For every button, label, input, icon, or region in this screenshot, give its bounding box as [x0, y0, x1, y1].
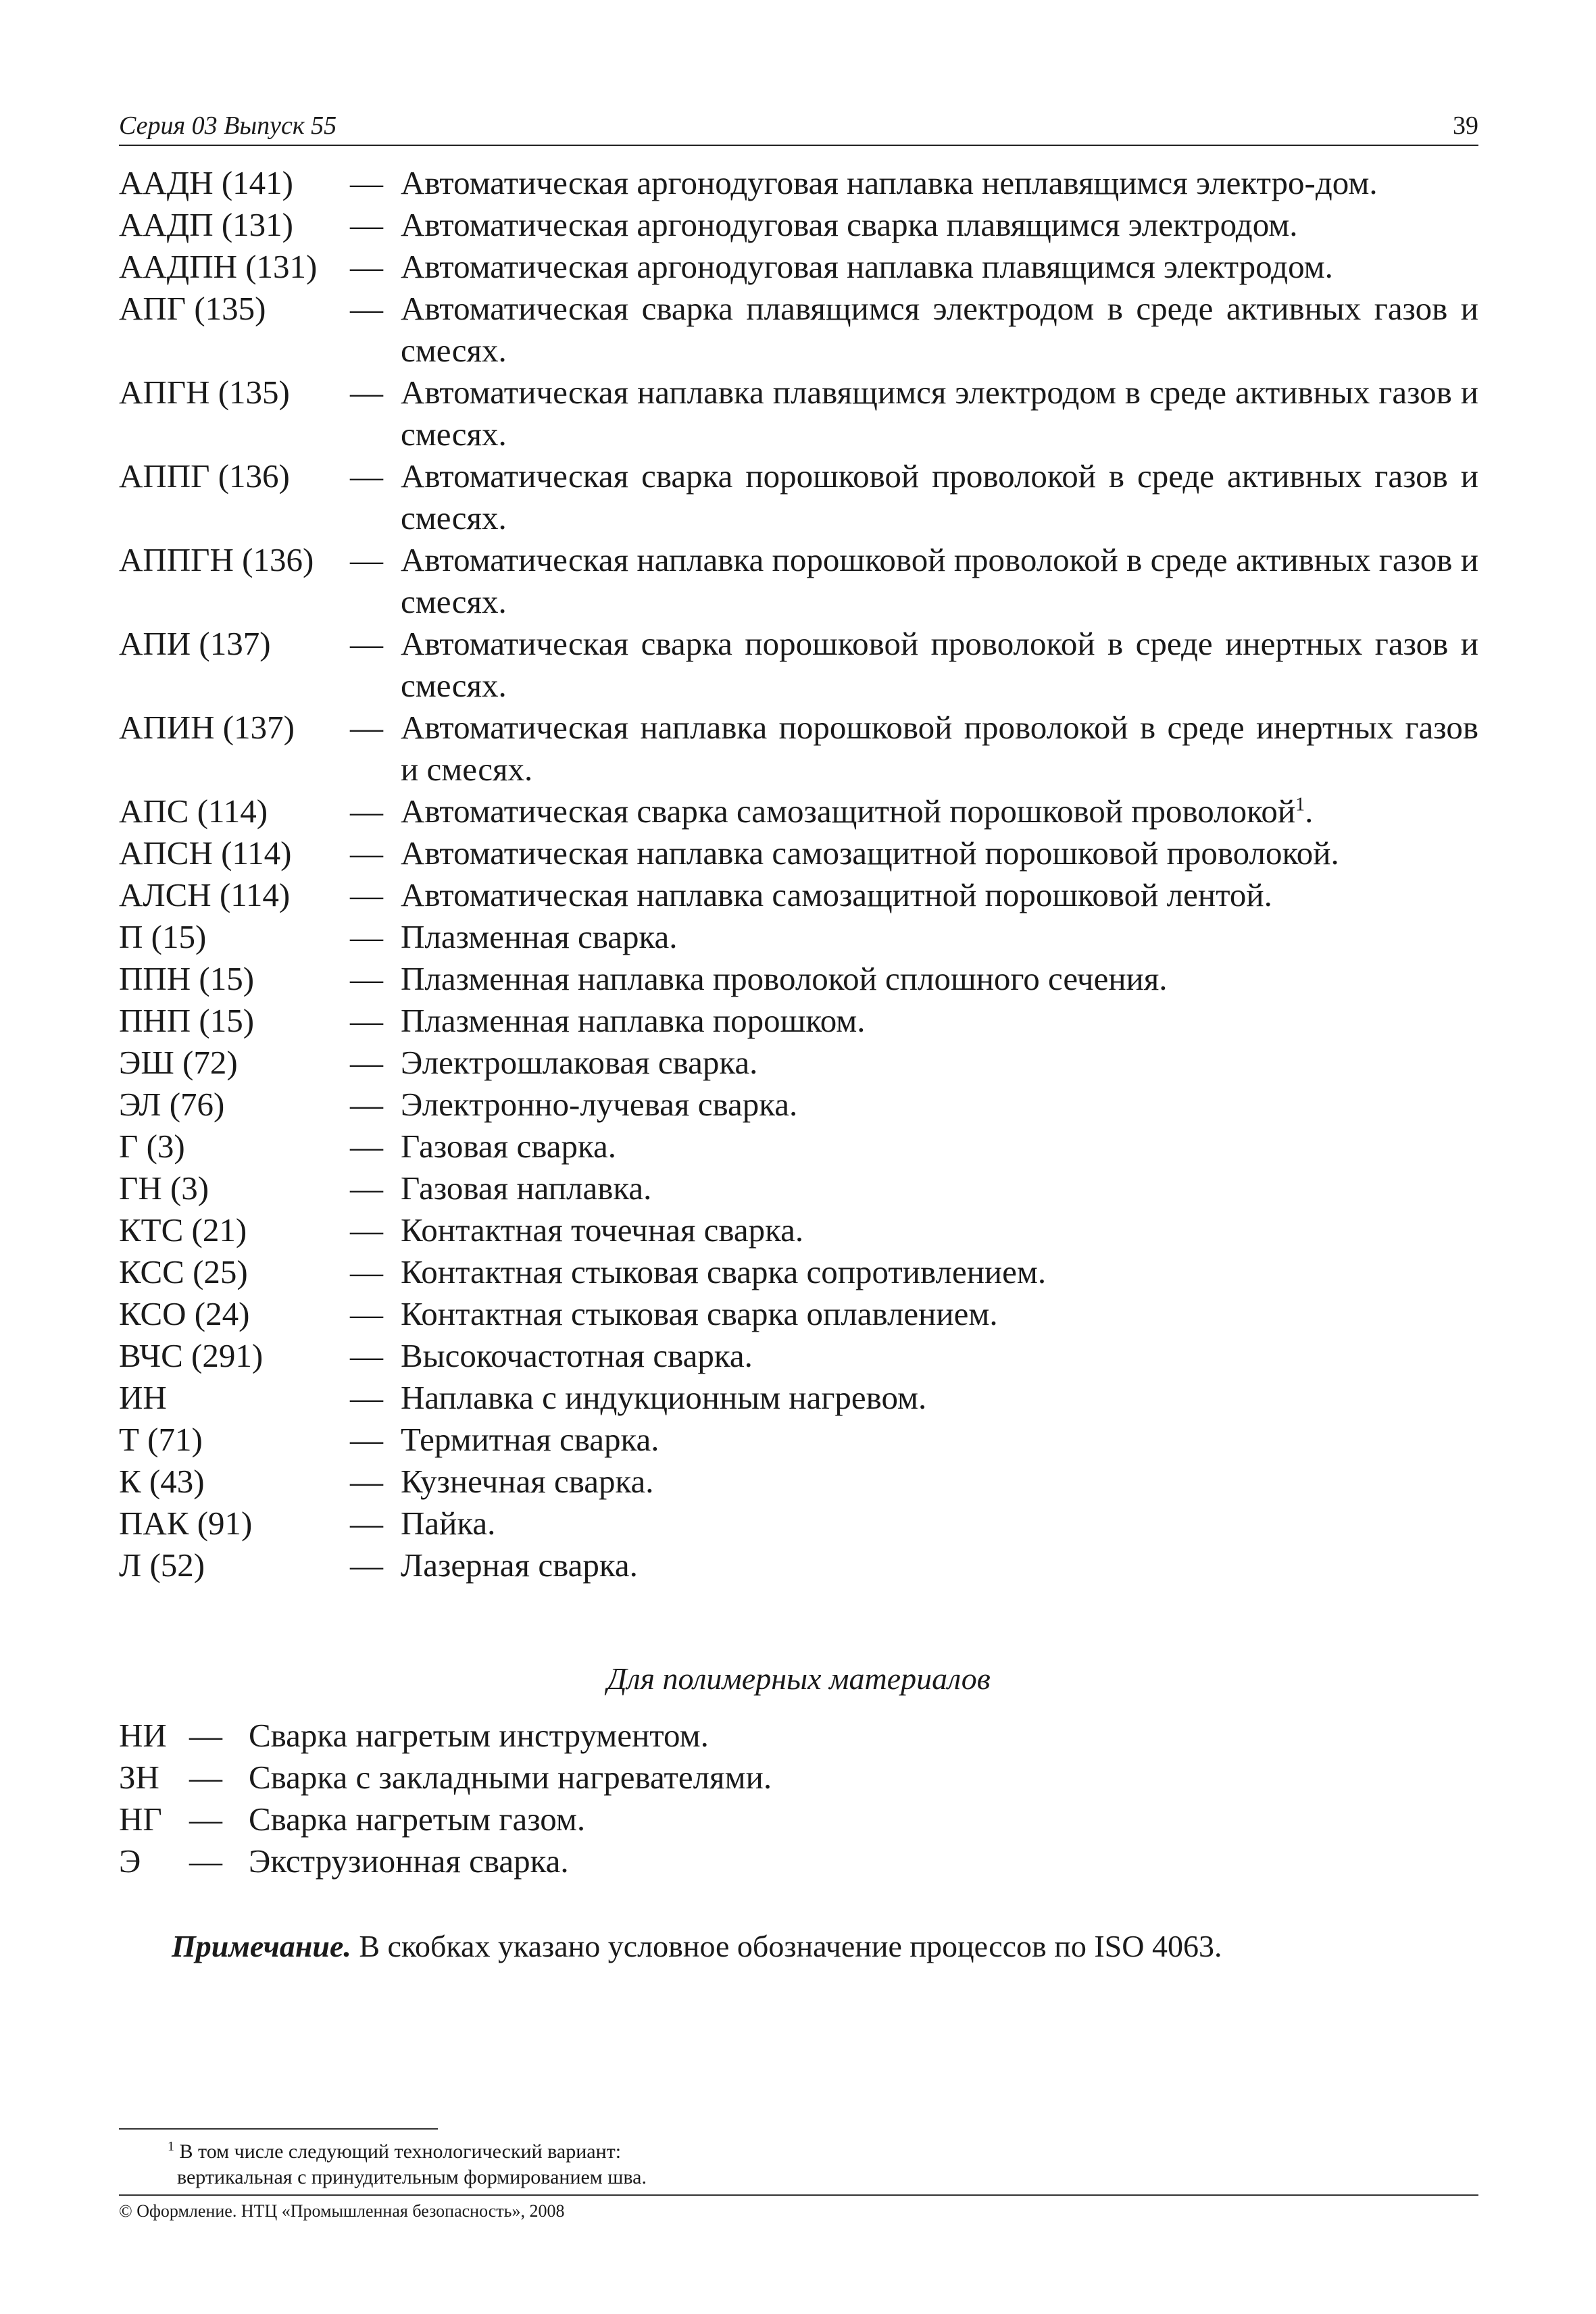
polymer-entry — [119, 1757, 1335, 1799]
abbreviation-description — [401, 1084, 1478, 1126]
abbreviation-entry — [119, 288, 1478, 372]
footnote-reference: 1 — [1295, 794, 1305, 815]
polymer-abbreviation-list — [119, 1715, 1335, 1882]
em-dash: — — [350, 1211, 383, 1249]
abbreviation-entry — [119, 372, 1478, 455]
description-text: Автоматическая наплавка самозащитной порошковой проволокой. — [401, 834, 1339, 872]
abbreviation-code: ИН — [119, 1379, 167, 1416]
abbreviation-description: Сварка с закладными нагревателями. — [249, 1759, 772, 1796]
description-text: Автоматическая наплавка порошковой проволокой в среде инертных газов и смесях. — [401, 709, 1478, 788]
abbreviation-code: АППГН (136) — [119, 541, 314, 578]
description-tail: . — [1305, 793, 1314, 830]
em-dash: — — [350, 541, 383, 578]
abbreviation-entry — [119, 1544, 1478, 1586]
abbreviation-entry — [119, 1251, 1478, 1293]
abbreviation-description — [401, 1419, 1478, 1461]
description-text: Наплавка с индукционным нагревом. — [401, 1379, 927, 1416]
abbreviation-description — [401, 832, 1478, 874]
abbreviation-description — [401, 790, 1478, 832]
abbreviation-code: АПГ (135) — [119, 290, 266, 327]
abbreviation-code: ЭЛ (76) — [119, 1086, 225, 1123]
description-text: Контактная точечная сварка. — [401, 1211, 804, 1249]
em-dash: — — [350, 206, 383, 243]
abbreviation-code: АПГН (135) — [119, 374, 290, 411]
abbreviation-description — [401, 1377, 1478, 1419]
abbreviation-entry — [119, 623, 1478, 707]
abbreviation-entry — [119, 958, 1478, 1000]
abbreviation-entry — [119, 1335, 1478, 1377]
description-text: Термитная сварка. — [401, 1421, 659, 1458]
polymer-entry — [119, 1799, 1335, 1840]
abbreviation-code: Э — [119, 1842, 141, 1880]
abbreviation-code: КТС (21) — [119, 1211, 247, 1249]
em-dash: — — [350, 876, 383, 913]
em-dash: — — [350, 457, 383, 495]
em-dash: — — [350, 1086, 383, 1123]
abbreviation-code: НИ — [119, 1717, 167, 1754]
abbreviation-code: НГ — [119, 1801, 162, 1838]
abbreviation-description — [401, 1335, 1478, 1377]
em-dash: — — [350, 1253, 383, 1290]
note-label: Примечание. — [172, 1929, 351, 1963]
abbreviation-code: КСС (25) — [119, 1253, 248, 1290]
em-dash: — — [350, 1421, 383, 1458]
abbreviation-description — [401, 1042, 1478, 1084]
description-text: Высокочастотная сварка. — [401, 1337, 753, 1374]
description-text: Автоматическая наплавка порошковой проволокой в среде активных газов и смесях. — [401, 541, 1478, 620]
abbreviation-code: АЛСН (114) — [119, 876, 291, 913]
abbreviation-code: ГН (3) — [119, 1169, 209, 1207]
abbreviation-code: АПИН (137) — [119, 709, 295, 746]
abbreviation-description — [401, 1251, 1478, 1293]
abbreviation-entry — [119, 1419, 1478, 1461]
abbreviation-code: К (43) — [119, 1463, 205, 1500]
abbreviation-code: ПНП (15) — [119, 1002, 255, 1039]
abbreviation-description — [401, 958, 1478, 1000]
abbreviation-description — [401, 1503, 1478, 1544]
abbreviation-description — [401, 372, 1478, 455]
abbreviation-description — [401, 707, 1478, 790]
em-dash: — — [189, 1717, 222, 1754]
em-dash: — — [350, 625, 383, 662]
abbreviation-code: ЭШ (72) — [119, 1044, 238, 1081]
abbreviation-entry — [119, 1042, 1478, 1084]
em-dash: — — [350, 1379, 383, 1416]
abbreviation-code: П (15) — [119, 918, 207, 955]
abbreviation-description — [401, 246, 1478, 288]
polymer-entry — [119, 1715, 1335, 1757]
abbreviation-description — [401, 874, 1478, 916]
note-paragraph — [172, 1928, 1222, 1964]
description-text: Автоматическая аргонодуговая наплавка плавящимся электродом. — [401, 248, 1333, 285]
abbreviation-description — [401, 1000, 1478, 1042]
abbreviation-description — [401, 1461, 1478, 1503]
description-text: Контактная стыковая сварка сопротивлением. — [401, 1253, 1047, 1290]
em-dash: — — [350, 1505, 383, 1542]
footer-rule — [119, 2194, 1478, 2196]
footnote-line-2: вертикальная с принудительным формированием шва. — [177, 2166, 647, 2188]
abbreviation-entry — [119, 162, 1478, 204]
em-dash: — — [350, 164, 383, 201]
section-subheading: Для полимерных материалов — [607, 1661, 991, 1696]
abbreviation-description — [401, 1293, 1478, 1335]
description-text: Плазменная наплавка порошком. — [401, 1002, 866, 1039]
description-text: Автоматическая аргонодуговая наплавка неплавящимся электро-дом. — [401, 164, 1378, 201]
abbreviation-code: ААДП (131) — [119, 206, 293, 243]
footnote — [168, 2134, 647, 2190]
em-dash: — — [350, 918, 383, 955]
description-text: Автоматическая аргонодуговая сварка плавящимся электродом. — [401, 206, 1298, 243]
description-text: Плазменная наплавка проволокой сплошного сечения. — [401, 960, 1168, 997]
description-text: Контактная стыковая сварка оплавлением. — [401, 1295, 998, 1332]
abbreviation-description — [401, 1126, 1478, 1167]
footnote-marker: 1 — [168, 2139, 174, 2154]
abbreviation-code: АППГ (136) — [119, 457, 290, 495]
description-text: Плазменная сварка. — [401, 918, 678, 955]
abbreviation-entry — [119, 832, 1478, 874]
abbreviation-code: КСО (24) — [119, 1295, 250, 1332]
abbreviation-description — [401, 1167, 1478, 1209]
abbreviation-description: Экструзионная сварка. — [249, 1842, 569, 1880]
abbreviation-code: АПСН (114) — [119, 834, 292, 872]
abbreviation-description — [401, 204, 1478, 246]
abbreviation-description — [401, 1209, 1478, 1251]
abbreviation-entry — [119, 1461, 1478, 1503]
em-dash: — — [189, 1801, 222, 1838]
em-dash: — — [350, 248, 383, 285]
description-text: Газовая сварка. — [401, 1128, 617, 1165]
footnote-line-1: В том числе следующий технологический вариант: — [174, 2140, 622, 2163]
series-title: Серия 03 Выпуск 55 — [119, 111, 337, 140]
abbreviation-description — [401, 162, 1478, 204]
abbreviation-code: Л (52) — [119, 1546, 205, 1584]
em-dash: — — [189, 1842, 222, 1880]
abbreviation-entry — [119, 1084, 1478, 1126]
abbreviation-entry — [119, 204, 1478, 246]
description-text: Автоматическая наплавка плавящимся электродом в среде активных газов и смесях. — [401, 374, 1478, 453]
em-dash: — — [350, 374, 383, 411]
description-text: Электрошлаковая сварка. — [401, 1044, 758, 1081]
abbreviation-code: ВЧС (291) — [119, 1337, 264, 1374]
em-dash: — — [350, 1044, 383, 1081]
abbreviation-description — [401, 288, 1478, 372]
em-dash: — — [350, 1337, 383, 1374]
abbreviation-description — [401, 455, 1478, 539]
abbreviation-description — [401, 623, 1478, 707]
em-dash: — — [350, 290, 383, 327]
em-dash: — — [350, 1295, 383, 1332]
abbreviation-description: Сварка нагретым газом. — [249, 1801, 586, 1838]
abbreviation-code: АПС (114) — [119, 793, 268, 830]
description-text: Автоматическая сварка самозащитной порошковой проволокой — [401, 793, 1296, 830]
em-dash: — — [350, 960, 383, 997]
copyright-notice: © Оформление. НТЦ «Промышленная безопасность», 2008 — [119, 2201, 565, 2221]
description-text: Автоматическая наплавка самозащитной порошковой лентой. — [401, 876, 1272, 913]
description-text: Автоматическая сварка порошковой проволокой в среде инертных газов и смесях. — [401, 625, 1478, 704]
abbreviation-code: ААДН (141) — [119, 164, 293, 201]
abbreviation-entry — [119, 246, 1478, 288]
abbreviation-code: Г (3) — [119, 1128, 185, 1165]
em-dash: — — [189, 1759, 222, 1796]
abbreviation-code: ЗН — [119, 1759, 159, 1796]
description-text: Электронно-лучевая сварка. — [401, 1086, 798, 1123]
abbreviation-code: ППН (15) — [119, 960, 255, 997]
abbreviation-entry — [119, 1377, 1478, 1419]
abbreviation-code: Т (71) — [119, 1421, 203, 1458]
abbreviation-entry — [119, 455, 1478, 539]
abbreviation-entry — [119, 874, 1478, 916]
description-text: Автоматическая сварка плавящимся электродом в среде активных газов и смесях. — [401, 290, 1478, 369]
abbreviation-code: ПАК (91) — [119, 1505, 253, 1542]
abbreviation-entry — [119, 1000, 1478, 1042]
abbreviation-description: Сварка нагретым инструментом. — [249, 1717, 709, 1754]
abbreviation-code: ААДПН (131) — [119, 248, 318, 285]
abbreviation-entry — [119, 1167, 1478, 1209]
abbreviation-entry — [119, 1503, 1478, 1544]
description-text: Газовая наплавка. — [401, 1169, 652, 1207]
em-dash: — — [350, 1546, 383, 1584]
em-dash: — — [350, 1128, 383, 1165]
em-dash: — — [350, 709, 383, 746]
abbreviation-code: АПИ (137) — [119, 625, 271, 662]
note-text: В скобках указано условное обозначение процессов по ISO 4063. — [351, 1929, 1222, 1963]
footnote-separator — [119, 2128, 438, 2130]
description-text: Кузнечная сварка. — [401, 1463, 654, 1500]
em-dash: — — [350, 834, 383, 872]
description-text: Автоматическая сварка порошковой проволокой в среде активных газов и смесях. — [401, 457, 1478, 536]
abbreviation-list — [119, 162, 1478, 1586]
abbreviation-entry — [119, 916, 1478, 958]
description-text: Лазерная сварка. — [401, 1546, 638, 1584]
em-dash: — — [350, 1169, 383, 1207]
polymer-entry — [119, 1840, 1335, 1882]
abbreviation-description — [401, 539, 1478, 623]
em-dash: — — [350, 793, 383, 830]
description-text: Пайка. — [401, 1505, 496, 1542]
abbreviation-entry — [119, 1209, 1478, 1251]
abbreviation-entry — [119, 1126, 1478, 1167]
abbreviation-description — [401, 916, 1478, 958]
em-dash: — — [350, 1002, 383, 1039]
abbreviation-entry — [119, 1293, 1478, 1335]
running-header — [119, 107, 1478, 146]
abbreviation-entry — [119, 790, 1478, 832]
abbreviation-entry — [119, 707, 1478, 790]
abbreviation-entry — [119, 539, 1478, 623]
page-number: 39 — [1453, 111, 1478, 140]
abbreviation-description — [401, 1544, 1478, 1586]
em-dash: — — [350, 1463, 383, 1500]
